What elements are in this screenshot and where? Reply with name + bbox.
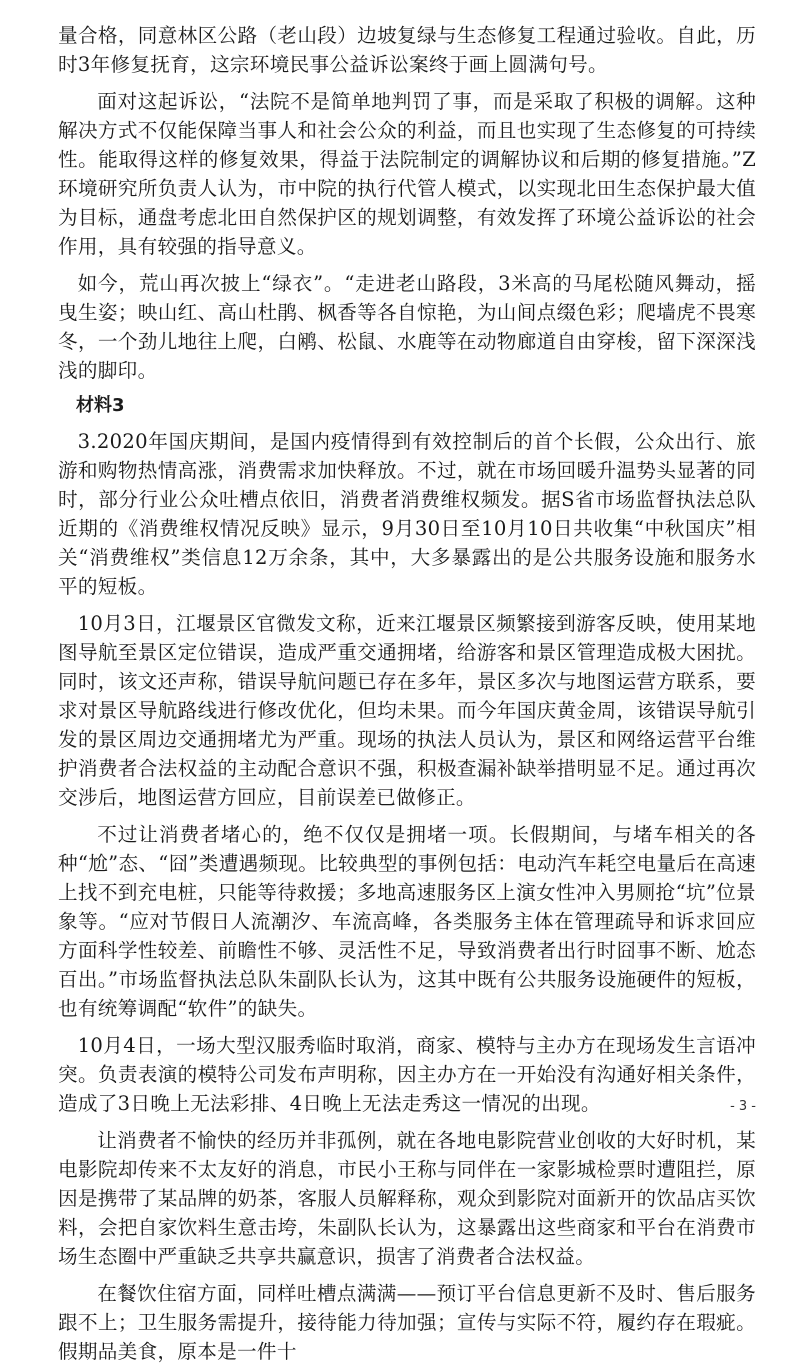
paragraph-hanfu-show: 10月4日，一场大型汉服秀临时取消，商家、模特与主办方在现场发生言语冲突。负责表演的模特公司发布声明称，因主办方在一开始没有沟通好相关条件，造成了3日晚上无法彩排、4日晚上无法走秀这一情况的出现。 xyxy=(58,1034,756,1115)
paragraph-holiday-consumption: 3.2020年国庆期间，是国内疫情得到有效控制后的首个长假，公众出行、旅游和购物热情高涨，消费需求加快释放。不过，就在市场回暖升温势头显著的同时，部分行业公众吐槽点依旧，消费者消费维权频发。据S省市场监督执法总队近期的《消费维权情况反映》显示，9月30日至10月10日共收集“中秋国庆”相关“消费维权”类信息12万余条，其中，大多暴露出的是公共服务设施和服务水平的短板。 xyxy=(58,430,756,598)
paragraph-lawsuit-mediation: 面对这起诉讼，“法院不是简单地判罚了事，而是采取了积极的调解。这种解决方式不仅能保障当事人和社会公众的利益，而且也实现了生态修复的可持续性。能取得这样的修复效果，得益于法院制定的调解协议和后期的修复措施。”Z环境研究所负责人认为，市中院的执行代管人模式，以实现北田生态保护最大值为目标，通盘考虑北田自然保护区的规划调整，有效发挥了环境公益诉讼的社会作用，具有较强的指导意义。 xyxy=(58,90,756,258)
page-number: - 3 - xyxy=(730,1099,756,1114)
paragraph-continuation: 量合格，同意林区公路（老山段）边坡复绿与生态修复工程通过验收。自此，历时3年修复抚育，这宗环境民事公益诉讼案终于画上圆满句号。 xyxy=(58,24,756,76)
paragraph-cinema: 让消费者不愉快的经历并非孤例，就在各地电影院营业创收的大好时机，某电影院却传来不太友好的消息，市民小王称与同伴在一家影城检票时遭阻拦，原因是携带了某品牌的奶茶，客服人员解释称，观众到影院对面新开的饮品店买饮料，会把自家饮料生意击垮，朱副队长认为，这暴露出这些商家和平台在消费市场生态圈中严重缺乏共享共赢意识，损害了消费者合法权益。 xyxy=(58,1129,756,1268)
paragraph-navigation-error: 10月3日，江堰景区官微发文称，近来江堰景区频繁接到游客反映，使用某地图导航至景区定位错误，造成严重交通拥堵，给游客和景区管理造成极大困扰。同时，该文还声称，错误导航问题已存在多年，景区多次与地图运营方联系，要求对景区导航路线进行修改优化，但均未果。而今年国庆黄金周，该错误导航引发的景区周边交通拥堵尤为严重。现场的执法人员认为，景区和网络运营平台维护消费者合法权益的主动配合意识不强，积极查漏补缺举措明显不足。通过再次交涉后，地图运营方回应，目前误差已做修正。 xyxy=(58,612,756,809)
paragraph-dining: 在餐饮住宿方面，同样吐槽点满满——预订平台信息更新不及时、售后服务跟不上；卫生服务需提升，接待能力待加强；宣传与实际不符，履约存在瑕疵。假期品美食，原本是一件十 xyxy=(58,1282,756,1363)
paragraph-greening: 如今，荒山再次披上“绿衣”。“走进老山路段，3米高的马尾松随风舞动，摇曳生姿；映山红、高山杜鹃、枫香等各自惊艳，为山间点缀色彩；爬墙虎不畏寒冬，一个劲儿地往上爬，白鹇、松鼠、水鹿等在动物廊道自由穿梭，留下深深浅浅的脚印。 xyxy=(58,272,756,382)
section-heading: 材料3 xyxy=(76,395,125,416)
paragraph-traffic-jam: 不过让消费者堵心的，绝不仅仅是拥堵一项。长假期间，与堵车相关的各种“尬”态、“囧”类遭遇频现。比较典型的事例包括：电动汽车耗空电量后在高速上找不到充电桩，只能等待救援；多地高速服务区上演女性冲入男厕抢“坑”位景象等。“应对节假日人流潮汐、车流高峰，各类服务主体在管理疏导和诉求回应方面科学性较差、前瞻性不够、灵活性不足，导致消费者出行时囧事不断、尬态百出。”市场监督执法总队朱副队长认为，这其中既有公共服务设施硬件的短板，也有统筹调配“软件”的缺失。 xyxy=(58,823,756,1020)
